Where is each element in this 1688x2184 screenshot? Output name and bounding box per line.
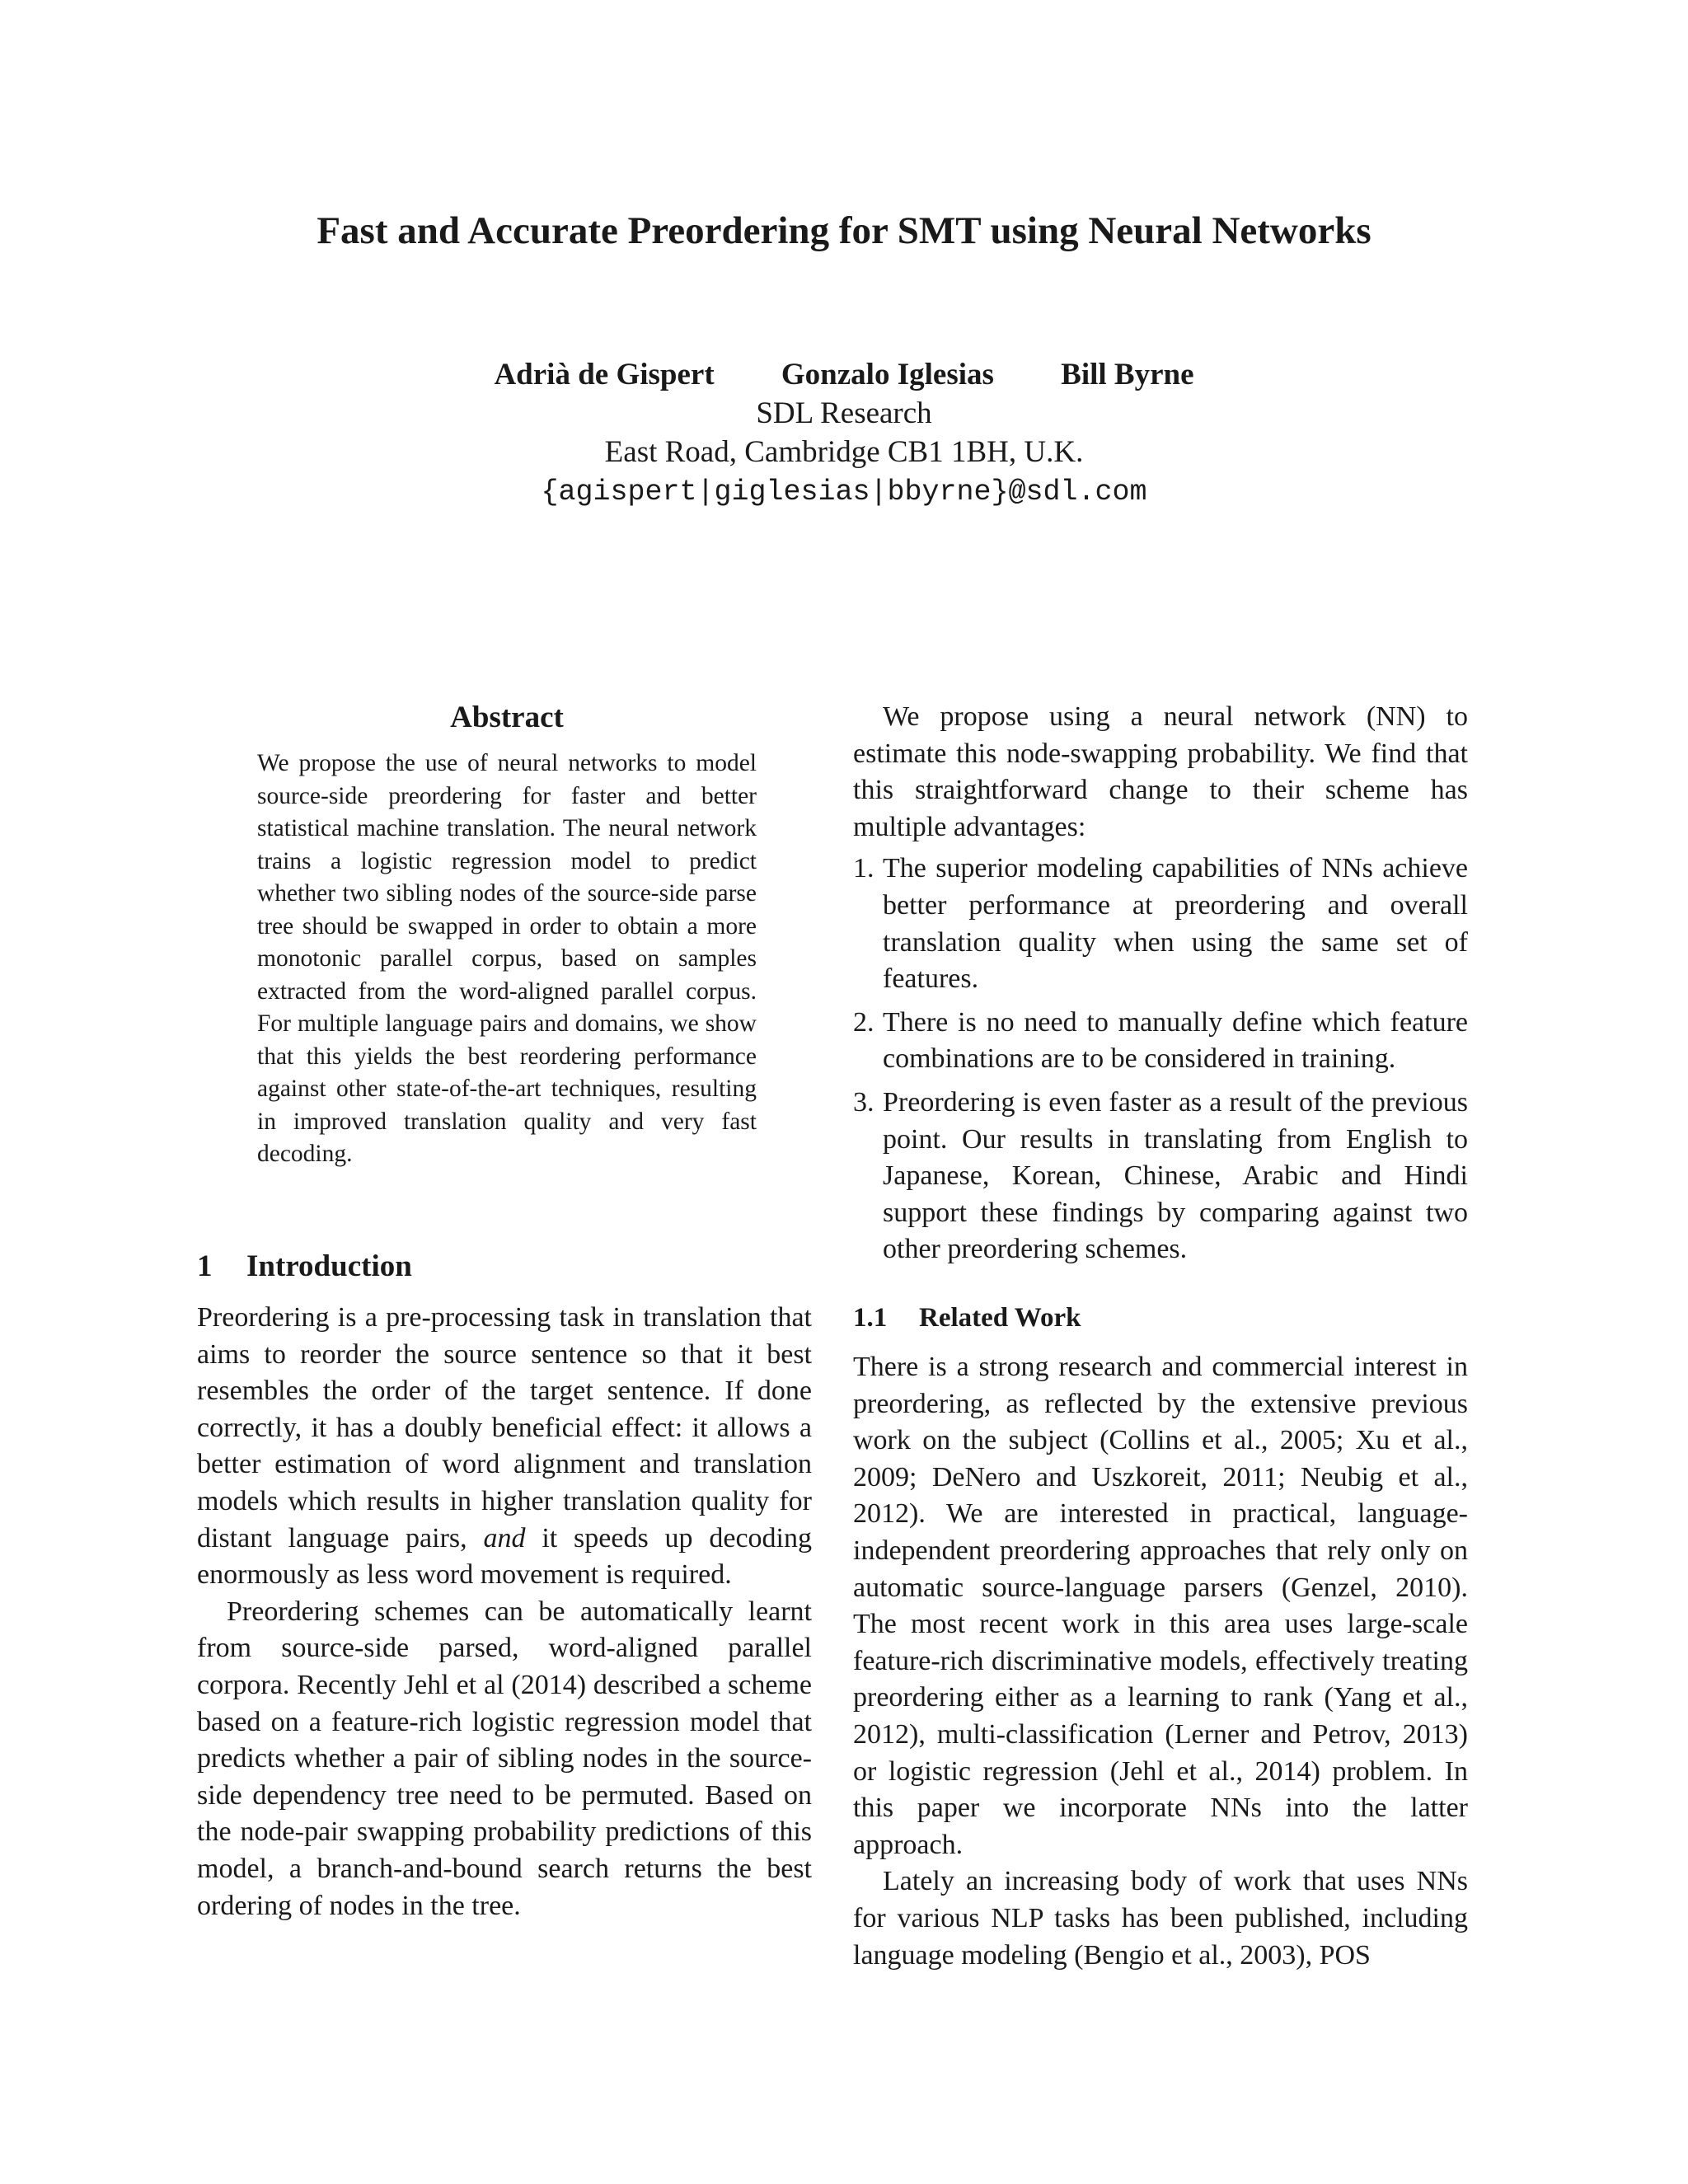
subsection-heading-related-work [853,1302,1081,1335]
abstract [257,700,757,1171]
abstract-text: We propose the use of neural networks to model source-side preordering for faster and better statistical machine translation. The neural network trains a logistic regression model to predict whether two sibling nodes of the source-side parse tree should be swapped in order to obtain a more monotonic parallel corpus, based on samples extracted from the word-aligned parallel corpus. For multiple language pairs and domains, we show that this yields the best reordering performance against other state-of-the-art techniques, resulting in improved translation quality and very fast decoding. [257,750,757,1168]
list-marker: 2. [853,1006,874,1038]
author-name: Bill Byrne [1061,358,1194,391]
affiliation-email [0,472,1688,509]
intro-paragraph-3: We propose using a neural network (NN) to estimate this node-swapping probability. We find that this straightforward change to their scheme has multiple advantages: [853,701,1468,842]
subsection-title: Related Work [919,1303,1081,1333]
author-name: Adrià de Gispert [494,358,715,391]
related-work-paragraph-1: There is a strong research and commercial interest in preordering, as reflected by the extensive previous work on the subject (Collins et al., 2005; Xu et al., 2009; DeNero and Uszkoreit, 2011; Neubig et al., 2012). We are interested in practical, language-independent preordering approaches that rely only on automatic source-language parsers (Genzel, 2010). The most recent work in this area uses large-scale feature-rich discriminative models, effectively treating preordering either as a learning to rank (Yang et al., 2012), multi-classification (Lerner and Petrov, 2013) or logistic regression (Jehl et al., 2014) problem. In this paper we incorporate NNs into the latter approach. [853,1352,1468,1860]
list-item: 2. There is no need to manually define which feature combinations are to be considered in training. [853,1005,1468,1078]
author-name: Gonzalo Iglesias [781,358,994,391]
section-title: Introduction [246,1249,412,1283]
advantages-list [853,851,1468,1268]
list-item: 1. The superior modeling capabilities of NNs achieve better performance at preordering and overall translation quality when using the same set of features. [853,851,1468,997]
related-work-paragraph-2: Lately an increasing body of work that uses NNs for various NLP tasks has been published, including language modeling (Bengio et al., 2003), POS [853,1866,1468,1971]
abstract-heading: Abstract [450,701,564,734]
list-marker: 3. [853,1086,874,1118]
intro-paragraph-1: Preordering is a pre-processing task in translation that aims to reorder the source sentence so that it best resembles the order of the target sentence. If done correctly, it has a doubly beneficial effect: it allows a better estimation of word alignment and translation models which results in higher translation quality for distant language pairs, and it speeds up decoding enormously as less word movement is required. [197,1302,812,1591]
paper-title: Fast and Accurate Preordering for SMT using Neural Networks [316,209,1372,252]
related-work-body [853,1349,1468,1974]
list-marker: 1. [853,853,874,884]
subsection-number: 1.1 [853,1303,888,1333]
section-heading-introduction [197,1249,412,1285]
section-number: 1 [197,1249,213,1283]
email-text: {agispert|giglesias|bbyrne}@sdl.com [541,476,1147,509]
intro-body [197,1300,812,1924]
intro-paragraph-2: Preordering schemes can be automatically learnt from source-side parsed, word-aligned parallel corpora. Recently Jehl et al (2014) described a scheme based on a feature-rich logistic regression model that predicts whether a pair of sibling nodes in the source-side dependency tree need to be permuted. Based on the node-pair swapping probability predictions of this model, a branch-and-bound search returns the best ordering of nodes in the tree. [197,1596,812,1921]
affiliation-address: East Road, Cambridge CB1 1BH, U.K. [604,435,1084,469]
author-list [0,357,1688,393]
affiliation-org: SDL Research [756,396,932,430]
right-column-intro [853,699,1468,1275]
list-item: 3. Preordering is even faster as a result of the previous point. Our results in translating from English to Japanese, Korean, Chinese, Arabic and Hindi support these findings by comparing against two other preordering schemes. [853,1085,1468,1268]
